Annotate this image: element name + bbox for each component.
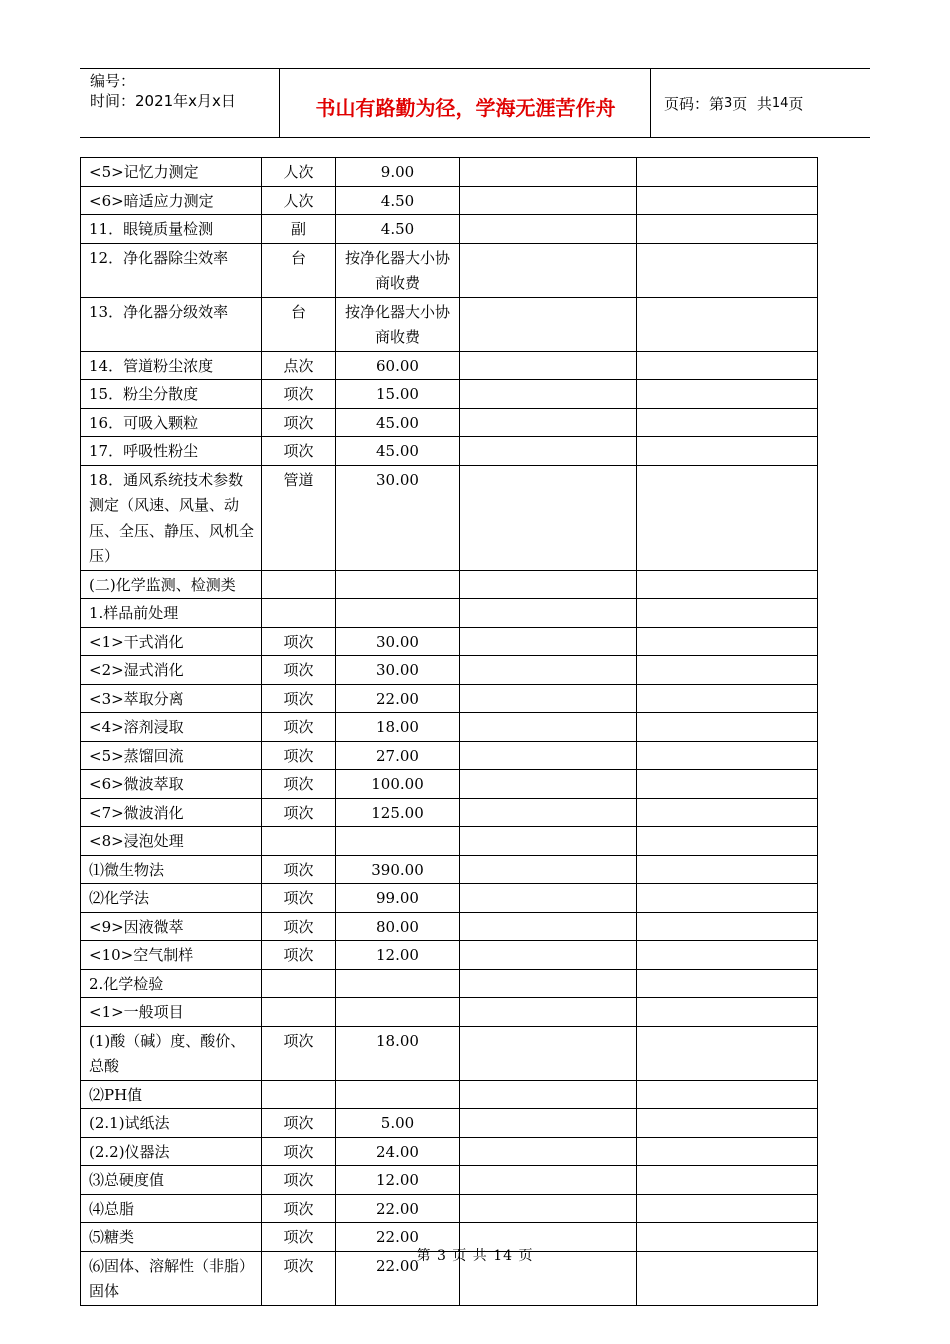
item-cell: ⑷总脂 bbox=[81, 1194, 262, 1223]
item-cell: <2>湿式消化 bbox=[81, 656, 262, 685]
unit-cell: 项次 bbox=[262, 684, 336, 713]
blank-cell bbox=[637, 912, 818, 941]
price-cell: 4.50 bbox=[336, 186, 460, 215]
unit-cell: 项次 bbox=[262, 1194, 336, 1223]
table-row bbox=[81, 912, 818, 941]
page-header bbox=[80, 68, 870, 138]
table-row bbox=[81, 741, 818, 770]
item-cell: <4>溶剂浸取 bbox=[81, 713, 262, 742]
price-cell: 15.00 bbox=[336, 380, 460, 409]
blank-cell bbox=[460, 297, 637, 351]
unit-cell: 点次 bbox=[262, 351, 336, 380]
price-cell bbox=[336, 1080, 460, 1109]
price-cell: 125.00 bbox=[336, 798, 460, 827]
item-cell: <5>蒸馏回流 bbox=[81, 741, 262, 770]
item-cell: 15．粉尘分散度 bbox=[81, 380, 262, 409]
price-cell: 18.00 bbox=[336, 713, 460, 742]
fee-table-body bbox=[81, 158, 818, 1306]
price-cell: 9.00 bbox=[336, 158, 460, 187]
blank-cell bbox=[460, 998, 637, 1027]
table-row bbox=[81, 770, 818, 799]
blank-cell bbox=[637, 713, 818, 742]
price-cell: 12.00 bbox=[336, 941, 460, 970]
unit-cell: 项次 bbox=[262, 437, 336, 466]
table-row bbox=[81, 570, 818, 599]
unit-cell: 台 bbox=[262, 297, 336, 351]
blank-cell bbox=[637, 827, 818, 856]
table-row bbox=[81, 713, 818, 742]
unit-cell bbox=[262, 827, 336, 856]
blank-cell bbox=[460, 408, 637, 437]
blank-cell bbox=[460, 158, 637, 187]
blank-cell bbox=[460, 941, 637, 970]
blank-cell bbox=[637, 1166, 818, 1195]
price-cell bbox=[336, 599, 460, 628]
blank-cell bbox=[460, 656, 637, 685]
price-cell: 30.00 bbox=[336, 656, 460, 685]
header-meta bbox=[80, 69, 280, 137]
page-suffix: 页 bbox=[788, 94, 804, 113]
unit-cell: 副 bbox=[262, 215, 336, 244]
price-cell: 22.00 bbox=[336, 1223, 460, 1252]
table-row bbox=[81, 1080, 818, 1109]
table-row bbox=[81, 297, 818, 351]
code-label: 编号： bbox=[90, 72, 136, 90]
price-cell: 12.00 bbox=[336, 1166, 460, 1195]
blank-cell bbox=[460, 684, 637, 713]
blank-cell bbox=[460, 1194, 637, 1223]
table-row bbox=[81, 408, 818, 437]
item-cell: <5>记忆力测定 bbox=[81, 158, 262, 187]
unit-cell: 项次 bbox=[262, 855, 336, 884]
item-cell: ⑵PH值 bbox=[81, 1080, 262, 1109]
blank-cell bbox=[460, 465, 637, 570]
price-cell: 45.00 bbox=[336, 437, 460, 466]
table-row bbox=[81, 884, 818, 913]
blank-cell bbox=[460, 351, 637, 380]
price-cell: 80.00 bbox=[336, 912, 460, 941]
item-cell: <7>微波消化 bbox=[81, 798, 262, 827]
unit-cell: 项次 bbox=[262, 941, 336, 970]
fee-table bbox=[80, 157, 818, 1306]
price-cell: 30.00 bbox=[336, 465, 460, 570]
blank-cell bbox=[637, 770, 818, 799]
blank-cell bbox=[637, 884, 818, 913]
item-cell: <10>空气制样 bbox=[81, 941, 262, 970]
unit-cell: 人次 bbox=[262, 186, 336, 215]
table-row bbox=[81, 998, 818, 1027]
table-row bbox=[81, 243, 818, 297]
price-cell: 按净化器大小协商收费 bbox=[336, 243, 460, 297]
unit-cell bbox=[262, 1080, 336, 1109]
blank-cell bbox=[637, 351, 818, 380]
blank-cell bbox=[637, 684, 818, 713]
blank-cell bbox=[460, 1080, 637, 1109]
unit-cell: 项次 bbox=[262, 770, 336, 799]
unit-cell: 项次 bbox=[262, 627, 336, 656]
table-row bbox=[81, 380, 818, 409]
table-row bbox=[81, 656, 818, 685]
blank-cell bbox=[637, 741, 818, 770]
item-cell: (2.1)试纸法 bbox=[81, 1109, 262, 1138]
price-cell: 390.00 bbox=[336, 855, 460, 884]
blank-cell bbox=[637, 186, 818, 215]
unit-cell bbox=[262, 969, 336, 998]
unit-cell: 台 bbox=[262, 243, 336, 297]
header-page-info bbox=[652, 69, 870, 137]
item-cell: 16．可吸入颗粒 bbox=[81, 408, 262, 437]
blank-cell bbox=[637, 570, 818, 599]
unit-cell: 管道 bbox=[262, 465, 336, 570]
table-row bbox=[81, 158, 818, 187]
blank-cell bbox=[460, 884, 637, 913]
blank-cell bbox=[460, 186, 637, 215]
price-cell: 100.00 bbox=[336, 770, 460, 799]
blank-cell bbox=[460, 770, 637, 799]
unit-cell: 项次 bbox=[262, 1251, 336, 1305]
unit-cell: 项次 bbox=[262, 798, 336, 827]
blank-cell bbox=[637, 380, 818, 409]
item-cell: <1>干式消化 bbox=[81, 627, 262, 656]
blank-cell bbox=[637, 855, 818, 884]
table-row bbox=[81, 437, 818, 466]
price-cell: 4.50 bbox=[336, 215, 460, 244]
item-cell: <8>浸泡处理 bbox=[81, 827, 262, 856]
blank-cell bbox=[460, 969, 637, 998]
unit-cell: 项次 bbox=[262, 1166, 336, 1195]
blank-cell bbox=[637, 243, 818, 297]
blank-cell bbox=[637, 158, 818, 187]
blank-cell bbox=[637, 599, 818, 628]
table-row bbox=[81, 1109, 818, 1138]
page-footer: 第 3 页 共 14 页 bbox=[416, 1248, 534, 1264]
table-row bbox=[81, 855, 818, 884]
unit-cell: 项次 bbox=[262, 380, 336, 409]
blank-cell bbox=[460, 855, 637, 884]
table-row bbox=[81, 1194, 818, 1223]
table-row bbox=[81, 827, 818, 856]
unit-cell: 人次 bbox=[262, 158, 336, 187]
price-cell: 5.00 bbox=[336, 1109, 460, 1138]
blank-cell bbox=[637, 998, 818, 1027]
blank-cell bbox=[637, 437, 818, 466]
unit-cell: 项次 bbox=[262, 912, 336, 941]
blank-cell bbox=[460, 1166, 637, 1195]
blank-cell bbox=[637, 798, 818, 827]
table-row bbox=[81, 1166, 818, 1195]
page-prefix: 页码：第 bbox=[664, 94, 725, 113]
item-cell: 14．管道粉尘浓度 bbox=[81, 351, 262, 380]
blank-cell bbox=[460, 380, 637, 409]
blank-cell bbox=[460, 713, 637, 742]
item-cell: (二)化学监测、检测类 bbox=[81, 570, 262, 599]
blank-cell bbox=[460, 798, 637, 827]
price-cell: 18.00 bbox=[336, 1026, 460, 1080]
blank-cell bbox=[637, 1137, 818, 1166]
item-cell: (1)酸（碱）度、酸价、总酸 bbox=[81, 1026, 262, 1080]
unit-cell bbox=[262, 570, 336, 599]
item-cell: ⑵化学法 bbox=[81, 884, 262, 913]
blank-cell bbox=[637, 969, 818, 998]
unit-cell: 项次 bbox=[262, 1026, 336, 1080]
page-mid: 页 共 bbox=[732, 94, 772, 113]
price-cell: 30.00 bbox=[336, 627, 460, 656]
unit-cell: 项次 bbox=[262, 1223, 336, 1252]
unit-cell: 项次 bbox=[262, 1109, 336, 1138]
item-cell: 18．通风系统技术参数测定（风速、风量、动压、全压、静压、风机全压） bbox=[81, 465, 262, 570]
table-row bbox=[81, 798, 818, 827]
item-cell: <6>微波萃取 bbox=[81, 770, 262, 799]
table-row bbox=[81, 627, 818, 656]
unit-cell: 项次 bbox=[262, 656, 336, 685]
time-label: 时间：2021年x月x日 bbox=[90, 92, 236, 110]
blank-cell bbox=[637, 941, 818, 970]
item-cell: ⑶总硬度值 bbox=[81, 1166, 262, 1195]
item-cell: ⑹固体、溶解性（非脂）固体 bbox=[81, 1251, 262, 1305]
unit-cell: 项次 bbox=[262, 1137, 336, 1166]
page-total: 14 bbox=[771, 95, 789, 111]
table-row bbox=[81, 599, 818, 628]
item-cell: ⑸糖类 bbox=[81, 1223, 262, 1252]
price-cell: 99.00 bbox=[336, 884, 460, 913]
table-row bbox=[81, 941, 818, 970]
item-cell: <9>因液微萃 bbox=[81, 912, 262, 941]
price-cell bbox=[336, 998, 460, 1027]
unit-cell: 项次 bbox=[262, 713, 336, 742]
unit-cell: 项次 bbox=[262, 884, 336, 913]
item-cell: 1.样品前处理 bbox=[81, 599, 262, 628]
price-cell: 22.00 bbox=[336, 684, 460, 713]
price-cell: 22.00 bbox=[336, 1194, 460, 1223]
price-cell bbox=[336, 969, 460, 998]
item-cell: 12．净化器除尘效率 bbox=[81, 243, 262, 297]
table-row bbox=[81, 1026, 818, 1080]
item-cell: ⑴微生物法 bbox=[81, 855, 262, 884]
item-cell: 11．眼镜质量检测 bbox=[81, 215, 262, 244]
blank-cell bbox=[637, 627, 818, 656]
item-cell: <1>一般项目 bbox=[81, 998, 262, 1027]
blank-cell bbox=[460, 1026, 637, 1080]
blank-cell bbox=[460, 243, 637, 297]
item-cell: 2.化学检验 bbox=[81, 969, 262, 998]
page-number: 3 bbox=[724, 95, 733, 111]
blank-cell bbox=[460, 741, 637, 770]
unit-cell: 项次 bbox=[262, 408, 336, 437]
unit-cell bbox=[262, 998, 336, 1027]
item-cell: <3>萃取分离 bbox=[81, 684, 262, 713]
blank-cell bbox=[460, 599, 637, 628]
table-row bbox=[81, 351, 818, 380]
blank-cell bbox=[460, 827, 637, 856]
blank-cell bbox=[637, 656, 818, 685]
blank-cell bbox=[637, 1194, 818, 1223]
price-cell: 27.00 bbox=[336, 741, 460, 770]
blank-cell bbox=[460, 570, 637, 599]
blank-cell bbox=[460, 215, 637, 244]
blank-cell bbox=[637, 1026, 818, 1080]
item-cell: <6>暗适应力测定 bbox=[81, 186, 262, 215]
price-cell bbox=[336, 570, 460, 599]
blank-cell bbox=[460, 912, 637, 941]
header-motto: 书山有路勤为径，学海无涯苦作舟 bbox=[281, 69, 651, 137]
blank-cell bbox=[637, 465, 818, 570]
price-cell: 22.00 bbox=[336, 1251, 460, 1305]
table-row bbox=[81, 186, 818, 215]
item-cell: (2.2)仪器法 bbox=[81, 1137, 262, 1166]
blank-cell bbox=[637, 215, 818, 244]
blank-cell bbox=[460, 1137, 637, 1166]
blank-cell bbox=[460, 437, 637, 466]
blank-cell bbox=[637, 408, 818, 437]
price-cell: 24.00 bbox=[336, 1137, 460, 1166]
table-row bbox=[81, 1137, 818, 1166]
blank-cell bbox=[637, 1109, 818, 1138]
item-cell: 13．净化器分级效率 bbox=[81, 297, 262, 351]
price-cell: 60.00 bbox=[336, 351, 460, 380]
price-cell: 45.00 bbox=[336, 408, 460, 437]
table-row bbox=[81, 215, 818, 244]
price-cell: 按净化器大小协商收费 bbox=[336, 297, 460, 351]
blank-cell bbox=[637, 297, 818, 351]
blank-cell bbox=[460, 627, 637, 656]
blank-cell bbox=[637, 1080, 818, 1109]
table-row bbox=[81, 465, 818, 570]
unit-cell: 项次 bbox=[262, 741, 336, 770]
blank-cell bbox=[460, 1109, 637, 1138]
table-row bbox=[81, 684, 818, 713]
table-row bbox=[81, 969, 818, 998]
item-cell: 17．呼吸性粉尘 bbox=[81, 437, 262, 466]
price-cell bbox=[336, 827, 460, 856]
unit-cell bbox=[262, 599, 336, 628]
